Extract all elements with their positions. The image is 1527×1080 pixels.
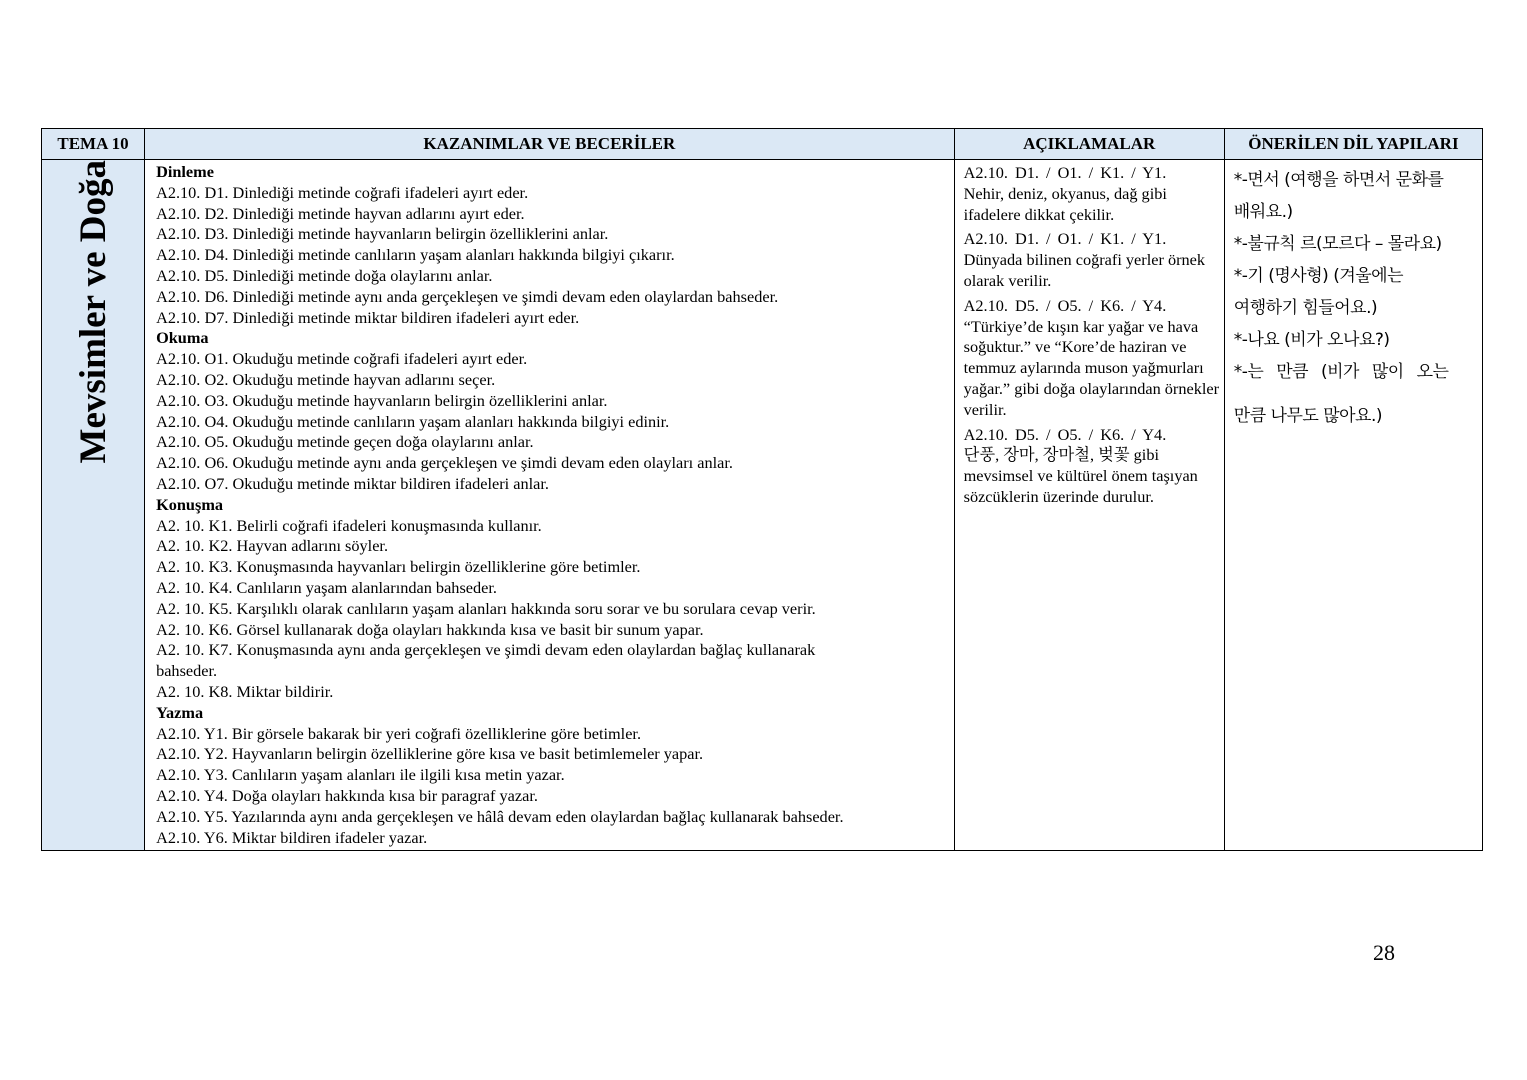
skill-item: A2.10. O1. Okuduğu metinde coğrafi ifadeleri ayırt eder.	[156, 349, 528, 369]
structure-line: *-는 만큼 (비가 많이 오는	[1233, 362, 1449, 382]
section-title-speaking: Konuşma	[156, 494, 224, 514]
explanation-codes: A2.10. D5. / O5. / K6. / Y4.	[963, 295, 1167, 315]
explanation-block	[964, 425, 1220, 508]
explanation-text: Nehir, deniz, okyanus, dağ gibi ifadelere dikkat çekilir.	[963, 183, 1167, 224]
structure-line: 여행하기 힘들어요.)	[1233, 298, 1378, 318]
skill-item: A2.10. D4. Dinlediği metinde canlıların yaşam alanları hakkında bilgiyi çıkarır.	[156, 245, 675, 265]
structure-line: *-불규칙 르(모르다 – 몰라요)	[1233, 234, 1442, 254]
section-title-reading: Okuma	[156, 328, 209, 348]
skill-item: A2.10. O4. Okuduğu metinde canlıların yaşam alanları hakkında bilgiyi edinir.	[156, 411, 670, 431]
skill-item: A2.10. D1. Dinlediği metinde coğrafi ifadeleri ayırt eder.	[156, 182, 529, 202]
skill-item: A2.10. Y6. Miktar bildiren ifadeler yazar.	[156, 827, 428, 847]
structure-line: 배워요.)	[1233, 202, 1293, 222]
skill-item: bahseder.	[156, 661, 218, 681]
structure-line: 만큼 나무도 많아요.)	[1233, 406, 1383, 426]
header-theme: TEMA 10	[42, 129, 145, 160]
page-number: 28	[1373, 940, 1395, 965]
curriculum-table	[41, 128, 1483, 851]
explanations-cell	[954, 160, 1224, 851]
header-structures: ÖNERİLEN DİL YAPILARI	[1224, 129, 1482, 160]
structure-line: *-나요 (비가 오나요?)	[1233, 330, 1390, 350]
skill-item: A2.10. Y4. Doğa olayları hakkında kısa bir paragraf yazar.	[156, 785, 538, 805]
skill-item: A2.10. D3. Dinlediği metinde hayvanların belirgin özelliklerini anlar.	[156, 224, 609, 244]
skill-item: A2.10. Y2. Hayvanların belirgin özelliklerine göre kısa ve basit betimlemeler yapar.	[156, 744, 704, 764]
section-title-writing: Yazma	[156, 702, 204, 722]
skill-item: A2. 10. K5. Karşılıklı olarak canlıların yaşam alanları hakkında soru sorar ve bu sorulara cevap verir.	[156, 598, 816, 618]
skill-item: A2. 10. K3. Konuşmasında hayvanları belirgin özelliklerine göre betimler.	[156, 557, 641, 577]
skill-item: A2.10. O7. Okuduğu metinde miktar bildiren ifadeleri anlar.	[156, 473, 549, 493]
section-title-listening: Dinleme	[156, 162, 214, 181]
skill-item: A2.10. O6. Okuduğu metinde aynı anda gerçekleşen ve şimdi devam eden olayları anlar.	[156, 453, 733, 473]
explanation-text: 단풍, 장마, 장마철, 벚꽃 gibi mevsimsel ve kültürel önem taşıyan sözcüklerin üzerinde durulur.	[963, 445, 1198, 506]
skill-item: A2. 10. K6. Görsel kullanarak doğa olayları hakkında kısa ve basit bir sunum yapar.	[156, 619, 704, 639]
explanation-block	[964, 229, 1220, 291]
content-row	[42, 160, 1483, 851]
skill-item: A2.10. Y1. Bir görsele bakarak bir yeri coğrafi özelliklerine göre betimler.	[156, 723, 642, 743]
skill-item: A2.10. Y5. Yazılarında aynı anda gerçekleşen ve hâlâ devam eden olaylardan bağlaç kullanarak bahseder.	[156, 806, 844, 826]
skill-item: A2. 10. K4. Canlıların yaşam alanlarından bahseder.	[156, 577, 497, 597]
skill-item: A2.10. D2. Dinlediği metinde hayvan adlarını ayırt eder.	[156, 203, 525, 223]
header-explanations: AÇIKLAMALAR	[954, 129, 1224, 160]
explanation-text: “Türkiye’de kışın kar yağar ve hava soğuktur.” ve “Kore’de haziran ve temmuz aylarında muson yağmurları yağar.” gibi doğa olaylarından örnekler verilir.	[963, 316, 1220, 419]
explanation-codes: A2.10. D1. / O1. / K1. / Y1.	[963, 229, 1167, 249]
explanation-codes: A2.10. D1. / O1. / K1. / Y1.	[963, 163, 1167, 182]
structures-cell	[1224, 160, 1482, 851]
skill-item: A2.10. D6. Dinlediği metinde aynı anda gerçekleşen ve şimdi devam eden olaylardan bahseder.	[156, 286, 779, 306]
theme-title: Mevsimler ve Doğa	[72, 160, 114, 464]
skill-item: A2.10. O2. Okuduğu metinde hayvan adlarını seçer.	[156, 369, 496, 389]
structure-line: *-면서 (여행을 하면서 문화를	[1233, 170, 1444, 190]
explanation-codes: A2.10. D5. / O5. / K6. / Y4.	[963, 424, 1167, 444]
header-row	[42, 129, 1483, 160]
skill-item: A2.10. D7. Dinlediği metinde miktar bildiren ifadeleri ayırt eder.	[156, 307, 580, 327]
structure-line: *-기 (명사형) (겨울에는	[1233, 266, 1404, 286]
explanation-block	[964, 296, 1220, 421]
skills-cell	[145, 160, 955, 851]
skill-item: A2.10. O5. Okuduğu metinde geçen doğa olaylarını anlar.	[156, 432, 534, 452]
skill-item: A2. 10. K8. Miktar bildirir.	[156, 681, 334, 701]
skill-item: A2.10. Y3. Canlıların yaşam alanları ile ilgili kısa metin yazar.	[156, 765, 565, 785]
theme-cell	[42, 160, 145, 851]
skill-item: A2. 10. K7. Konuşmasında aynı anda gerçekleşen ve şimdi devam eden olaylardan bağlaç kullanarak	[156, 640, 816, 660]
skill-item: A2. 10. K2. Hayvan adlarını söyler.	[156, 536, 389, 556]
header-skills: KAZANIMLAR VE BECERİLER	[145, 129, 955, 160]
skill-item: A2.10. D5. Dinlediği metinde doğa olaylarını anlar.	[156, 265, 493, 285]
skill-item: A2.10. O3. Okuduğu metinde hayvanların belirgin özelliklerini anlar.	[156, 390, 608, 410]
explanation-text: Dünyada bilinen coğrafi yerler örnek olarak verilir.	[963, 250, 1206, 290]
skill-item: A2. 10. K1. Belirli coğrafi ifadeleri konuşmasında kullanır.	[156, 515, 542, 535]
explanation-block	[964, 163, 1220, 225]
